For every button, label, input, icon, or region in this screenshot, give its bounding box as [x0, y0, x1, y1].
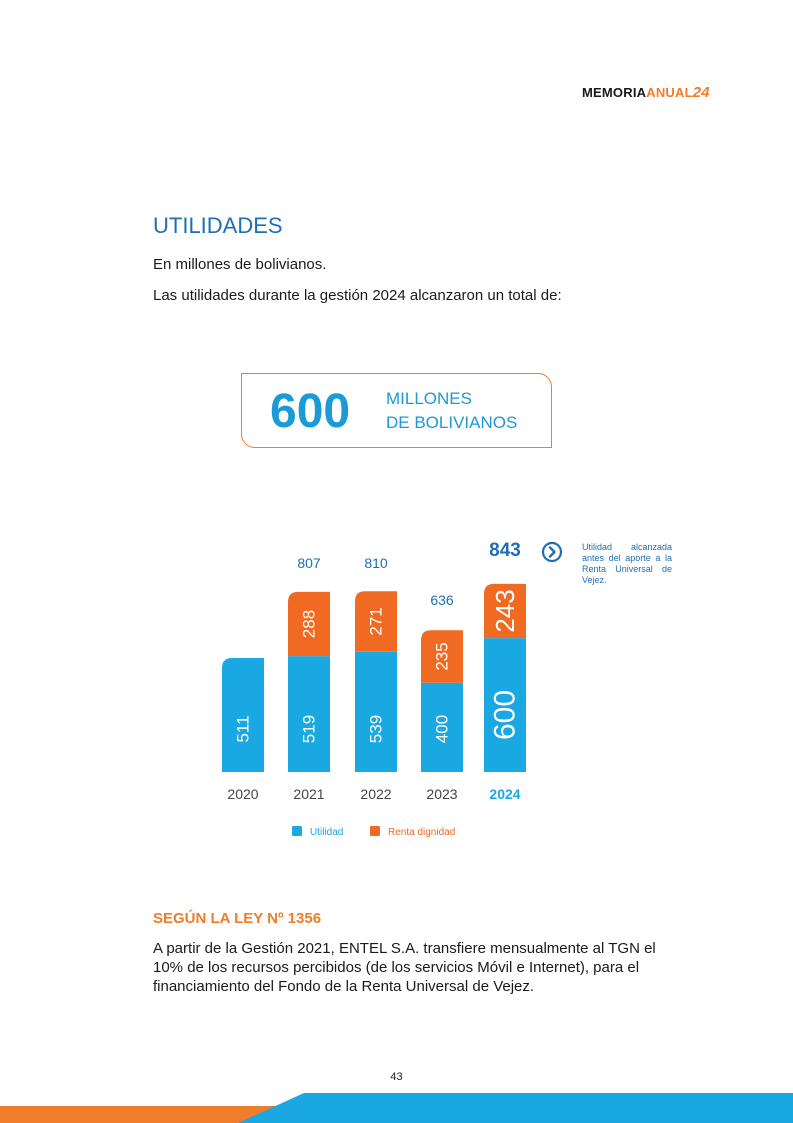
label-renta-2024: 243	[490, 589, 520, 633]
label-utilidad-2021: 519	[299, 714, 319, 744]
x-tick-2024: 2024	[489, 786, 521, 802]
brand-part-year: 24	[692, 84, 710, 101]
page-number: 43	[390, 1071, 403, 1083]
label-utilidad-2023: 400	[432, 714, 452, 744]
total-label-2023: 636	[430, 592, 454, 608]
legend-label-renta: Renta dignidad	[388, 827, 456, 838]
total-label-2022: 810	[364, 555, 388, 571]
label-utilidad-2020: 511	[233, 715, 253, 743]
label-renta-2023: 235	[432, 642, 452, 671]
brand-part-memoria: MEMORIA	[582, 85, 647, 100]
legend-swatch-utilidad	[292, 826, 302, 836]
bar-utilidad-2020	[222, 658, 264, 772]
highlight-value: 600	[270, 385, 351, 438]
x-tick-2022: 2022	[360, 786, 392, 802]
highlight-unit-line1: MILLONES	[386, 389, 472, 408]
chevron-right-circle-icon	[541, 541, 563, 563]
section-title: UTILIDADES	[153, 213, 283, 238]
law-title: SEGÚN LA LEY Nº 1356	[153, 910, 322, 927]
highlight-unit-line2: DE BOLIVIANOS	[386, 413, 518, 432]
bar-utilidad-2022	[355, 652, 397, 772]
label-renta-2021: 288	[299, 609, 319, 639]
x-tick-2020: 2020	[227, 786, 259, 802]
total-label-2024: 843	[489, 540, 521, 561]
section-intro: Las utilidades durante la gestión 2024 alcanzaron un total de:	[153, 287, 562, 304]
brand-part-anual: ANUAL	[646, 85, 693, 100]
bar-utilidad-2021	[288, 656, 330, 772]
legend-label-utilidad: Utilidad	[310, 827, 344, 838]
x-tick-2021: 2021	[293, 786, 325, 802]
label-renta-2022: 271	[366, 607, 386, 636]
total-label-2021: 807	[297, 555, 321, 571]
legend-swatch-renta	[370, 826, 380, 836]
footer-band	[0, 1090, 793, 1123]
law-text: A partir de la Gestión 2021, ENTEL S.A. transfiere mensualmente al TGN el 10% de los recursos percibidos (de los servicios Móvil e Internet), para el financiamiento del Fondo de la Renta Universal de Vejez.	[153, 940, 656, 995]
x-tick-2023: 2023	[426, 786, 458, 802]
label-utilidad-2022: 539	[366, 714, 386, 744]
label-utilidad-2024: 600	[488, 689, 522, 741]
chart-note: Utilidad alcanzada antes del aporte a la Renta Universal de Vejez.	[582, 542, 672, 585]
section-subtitle: En millones de bolivianos.	[153, 256, 327, 273]
